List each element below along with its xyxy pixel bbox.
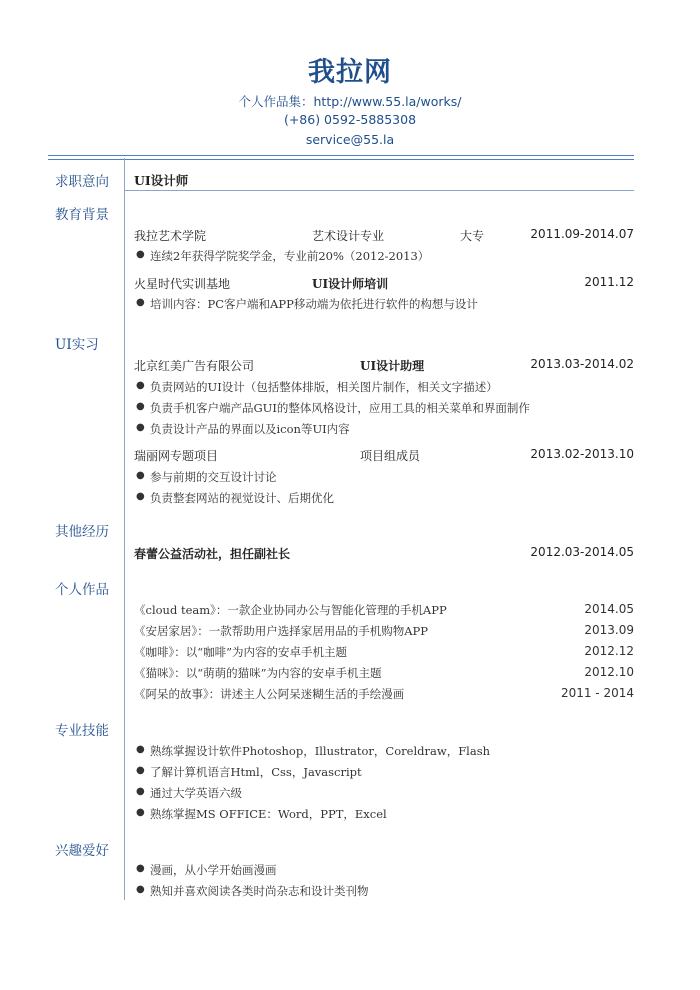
other-date: 2012.03-2014.05 — [530, 545, 634, 559]
bullet-icon: ● — [136, 863, 145, 874]
training-date: 2011.12 — [584, 275, 634, 289]
internship-row — [134, 357, 634, 375]
section-title-education: 教育背景 — [55, 207, 109, 223]
training-org: 火星时代实训基地 — [134, 277, 231, 291]
education-major: 艺术设计专业 — [312, 229, 385, 243]
bullet-icon: ● — [136, 422, 145, 433]
internship-row — [134, 447, 634, 465]
work-item: 《猫咪》：以“萌萌的猫咪”为内容的安卓手机主题 2012.10 — [134, 665, 634, 680]
bullet-icon: ● — [136, 884, 145, 895]
bullet-icon: ● — [136, 249, 145, 260]
internship-date: 2013.03-2014.02 — [530, 357, 634, 371]
education-degree: 大专 — [460, 229, 485, 243]
bullet-icon: ● — [136, 744, 145, 755]
column-divider — [124, 158, 125, 900]
education-row — [134, 227, 634, 245]
header-divider-top — [48, 155, 634, 156]
bullet-icon: ● — [136, 401, 145, 412]
bullet-icon: ● — [136, 297, 145, 308]
other-text: 春蕾公益活动社，担任副社长 — [134, 547, 291, 561]
job-intention-value: UI设计师 — [134, 173, 189, 188]
section-title-hobbies: 兴趣爱好 — [55, 843, 109, 859]
portfolio-link[interactable]: 个人作品集：http://www.55.la/works/ — [238, 94, 462, 109]
project-name: 瑞丽网专题项目 — [134, 449, 219, 463]
bullet-icon: ● — [136, 765, 145, 776]
job-intention-label: 求职意向 — [55, 174, 109, 190]
bullet-icon: ● — [136, 380, 145, 391]
email-address[interactable]: service@55.la — [305, 132, 395, 147]
bullet-icon: ● — [136, 470, 145, 481]
section-title-works: 个人作品 — [55, 582, 109, 598]
education-row — [134, 275, 634, 293]
internship-company: 北京红美广告有限公司 — [134, 359, 255, 373]
work-item: 《cloud team》：一款企业协同办公与智能化管理的手机APP 2014.05 — [134, 602, 634, 617]
education-school: 我拉艺术学院 — [134, 229, 207, 243]
project-date: 2013.02-2013.10 — [530, 447, 634, 461]
bullet-icon: ● — [136, 807, 145, 818]
job-intention-box — [125, 168, 634, 191]
project-role: 项目组成员 — [360, 449, 421, 463]
phone-number: (+86) 0592-5885308 — [283, 112, 417, 127]
training-course: UI设计师培训 — [312, 277, 389, 291]
resume-name: 我拉网 — [308, 57, 392, 88]
section-title-skills: 专业技能 — [55, 723, 109, 739]
section-title-other: 其他经历 — [55, 524, 109, 540]
header-divider-bottom — [48, 159, 634, 160]
section-title-internship: UI实习 — [55, 337, 99, 353]
education-date: 2011.09-2014.07 — [530, 227, 634, 241]
bullet-icon: ● — [136, 491, 145, 502]
work-item: 《安居家居》：一款帮助用户选择家居用品的手机购物APP 2013.09 — [134, 623, 634, 638]
work-item: 《咖啡》：以“咖啡”为内容的安卓手机主题 2012.12 — [134, 644, 634, 659]
work-item: 《阿呆的故事》：讲述主人公阿呆迷糊生活的手绘漫画 2011 - 2014 — [134, 686, 634, 701]
internship-role: UI设计助理 — [360, 359, 425, 373]
bullet-icon: ● — [136, 786, 145, 797]
other-row — [134, 545, 634, 563]
